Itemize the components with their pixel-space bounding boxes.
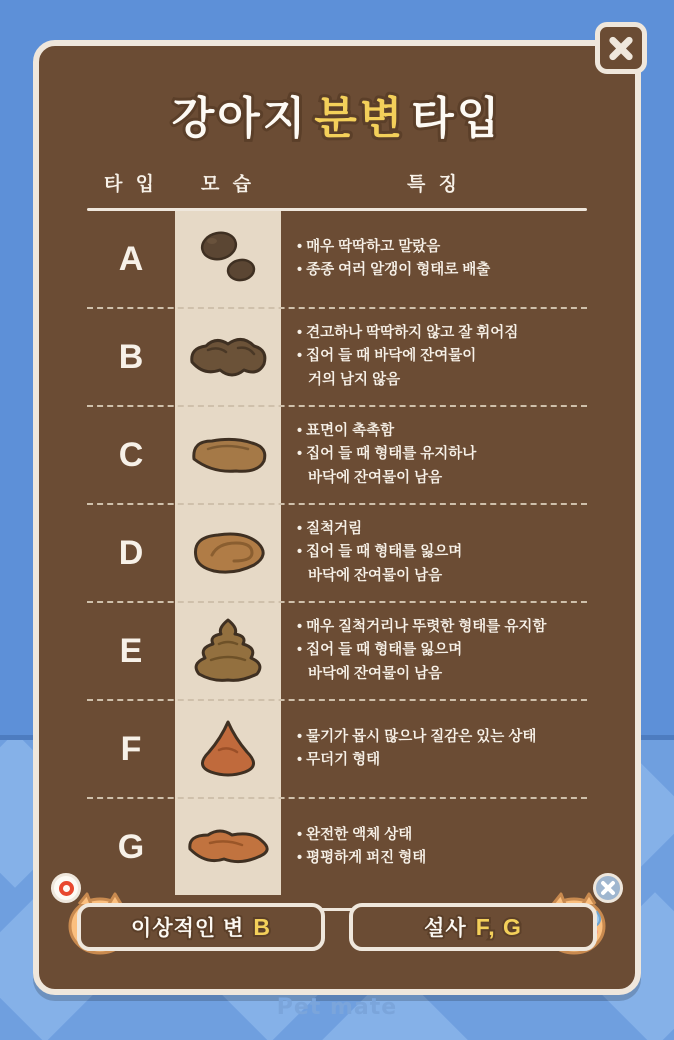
- table-row: [87, 407, 587, 503]
- column-header-type: 타 입: [104, 173, 158, 195]
- row-divider: [87, 405, 587, 407]
- row-type-label: E: [119, 631, 143, 670]
- table-row: [87, 799, 587, 895]
- row-feature-text: [281, 226, 587, 293]
- feature-line: 거의 남지 않음: [308, 371, 401, 388]
- page-title-word2: 분변: [314, 94, 406, 143]
- feature-line: 바닥에 잔여물이 남음: [308, 665, 443, 682]
- row-feature-text: [281, 508, 587, 598]
- feature-line: • 완전한 액체 상태: [297, 824, 583, 847]
- feature-line: • 매우 질척거리나 뚜렷한 형태를 유지함: [297, 616, 583, 639]
- row-type-label: B: [118, 337, 144, 376]
- stool-pellets-icon: [175, 222, 281, 296]
- table-row: [87, 309, 587, 405]
- close-icon[interactable]: [595, 22, 647, 74]
- table-row: [87, 701, 587, 797]
- feature-line: • 매우 딱딱하고 말랐음: [297, 236, 583, 259]
- feature-line: • 물기가 몹시 많으나 질감은 있는 상태: [297, 726, 583, 749]
- row-type-label: G: [117, 827, 145, 866]
- stool-soft-coil-icon: [175, 521, 281, 585]
- stool-mushy-mound-icon: [175, 716, 281, 782]
- stool-type-card: [33, 40, 641, 995]
- row-type-label: F: [120, 729, 142, 768]
- stool-type-table: [87, 156, 587, 895]
- page-title-word1: 강아지: [171, 94, 309, 143]
- table-row: [87, 603, 587, 699]
- row-divider: [87, 503, 587, 505]
- column-header-feature: 특 징: [407, 173, 461, 195]
- diarrhea-badge-value: F, G: [475, 913, 522, 940]
- diarrhea-badge[interactable]: [349, 903, 597, 951]
- ideal-stool-badge[interactable]: [77, 903, 325, 951]
- feature-line: • 평평하게 퍼진 형태: [297, 847, 583, 870]
- row-divider: [87, 307, 587, 309]
- stool-liquid-puddle-icon: [175, 819, 281, 875]
- row-feature-text: [281, 716, 587, 783]
- feature-line: • 집어 들 때 형태를 잃으며: [297, 639, 583, 662]
- stool-smooth-sausage-icon: [175, 423, 281, 487]
- diarrhea-badge-label: 설사: [424, 917, 467, 940]
- ideal-badge-value: B: [253, 913, 271, 940]
- stool-lumpy-sausage-icon: [175, 322, 281, 392]
- feature-line: • 집어 들 때 형태를 잃으며: [297, 541, 583, 564]
- row-feature-text: [281, 410, 587, 500]
- row-type-label: D: [118, 533, 144, 572]
- column-header-shape: 모 습: [201, 173, 255, 195]
- brand-footer: Pet mate: [276, 995, 398, 1020]
- table-row: [87, 211, 587, 307]
- feature-line: 바닥에 잔여물이 남음: [308, 469, 443, 486]
- table-body: [87, 211, 587, 895]
- row-divider: [87, 699, 587, 701]
- page-title-word3: 타입: [411, 94, 503, 143]
- feature-line: • 견고하나 딱딱하지 않고 잘 휘어짐: [297, 322, 583, 345]
- page-title: [39, 82, 635, 146]
- feature-line: • 종종 여러 알갱이 형태로 배출: [297, 259, 583, 282]
- feature-line: • 무더기 형태: [297, 749, 583, 772]
- row-type-label: A: [118, 239, 144, 278]
- row-type-label: C: [118, 435, 144, 474]
- stool-soft-pile-icon: [175, 614, 281, 688]
- diarrhea-marker-icon: [593, 873, 623, 903]
- feature-line: • 표면이 촉촉함: [297, 420, 583, 443]
- ideal-badge-label: 이상적인 변: [131, 917, 245, 940]
- row-divider: [87, 601, 587, 603]
- feature-line: 바닥에 잔여물이 남음: [308, 567, 443, 584]
- feature-line: • 집어 들 때 형태를 유지하나: [297, 443, 583, 466]
- row-divider: [87, 797, 587, 799]
- feature-line: • 질척거림: [297, 518, 583, 541]
- row-feature-text: [281, 312, 587, 402]
- feature-line: • 집어 들 때 바닥에 잔여물이: [297, 345, 583, 368]
- table-header-row: [87, 156, 587, 208]
- row-feature-text: [281, 606, 587, 696]
- table-row: [87, 505, 587, 601]
- row-feature-text: [281, 814, 587, 881]
- ideal-marker-icon: [51, 873, 81, 903]
